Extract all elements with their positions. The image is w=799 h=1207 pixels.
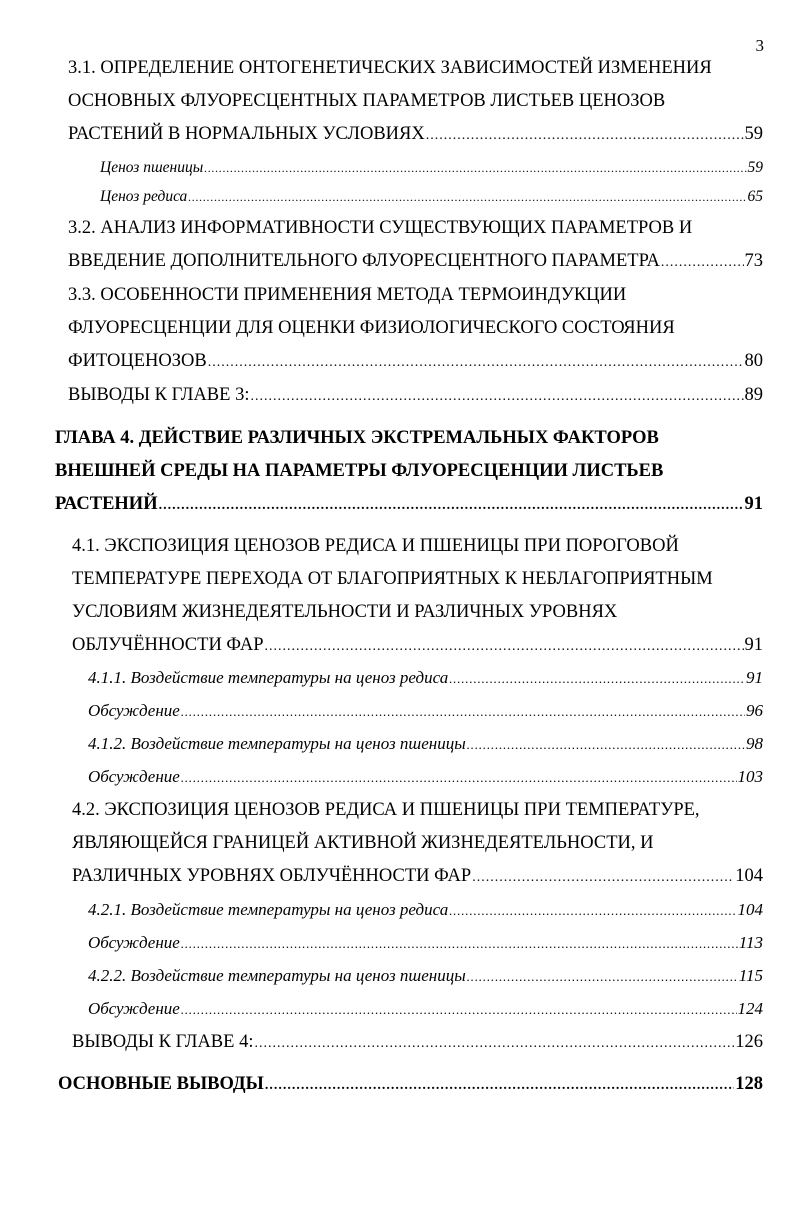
- leader-dots: [449, 669, 745, 689]
- section-3-3-title-line-1: 3.3. ОСОБЕННОСТИ ПРИМЕНЕНИЯ МЕТОДА ТЕРМОИНДУКЦИИ: [68, 285, 627, 305]
- leader-dots: [661, 253, 744, 273]
- section-4-2-title-line-2: ЯВЛЯЮЩЕЙСЯ ГРАНИЦЕЙ АКТИВНОЙ ЖИЗНЕДЕЯТЕЛЬНОСТИ, И: [72, 833, 654, 853]
- chapter-4-title-line-1: ГЛАВА 4. ДЕЙСТВИЕ РАЗЛИЧНЫХ ЭКСТРЕМАЛЬНЫХ ФАКТОРОВ: [55, 428, 659, 448]
- toc-entry-title: 4.2.1. Воздействие температуры на ценоз редиса: [88, 900, 449, 919]
- toc-page-number: 128: [735, 1074, 763, 1094]
- leader-dots: [208, 353, 744, 373]
- toc-entry-title: Обсуждение: [88, 933, 180, 952]
- leader-dots: [254, 1034, 734, 1054]
- toc-entry-4-1-1[interactable]: [88, 668, 763, 689]
- toc-entry-title: РАЗЛИЧНЫХ УРОВНЯХ ОБЛУЧЁННОСТИ ФАР: [72, 866, 472, 886]
- toc-page-number: 98: [746, 734, 763, 753]
- toc-entry-section-4-1[interactable]: [72, 635, 763, 657]
- toc-entry-title: ВЫВОДЫ К ГЛАВЕ 3:: [68, 385, 250, 405]
- leader-dots: [467, 735, 745, 755]
- toc-entry-section-3-3[interactable]: [68, 351, 763, 373]
- page-number: 3: [755, 36, 764, 55]
- toc-entry-4-2-1-discussion[interactable]: [88, 933, 763, 954]
- toc-entry-4-2-2-discussion[interactable]: [88, 999, 763, 1020]
- toc-page-number: 115: [738, 966, 763, 985]
- toc-page-number: 104: [737, 900, 763, 919]
- toc-entry-title: Ценоз редиса: [100, 188, 188, 205]
- section-3-3-title-line-2: ФЛУОРЕСЦЕНЦИИ ДЛЯ ОЦЕНКИ ФИЗИОЛОГИЧЕСКОГО СОСТОЯНИЯ: [68, 318, 675, 338]
- toc-entry-section-4-2[interactable]: [72, 866, 763, 888]
- toc-page-number: 126: [735, 1032, 763, 1052]
- section-4-1-title-line-1: 4.1. ЭКСПОЗИЦИЯ ЦЕНОЗОВ РЕДИСА И ПШЕНИЦЫ ПРИ ПОРОГОВОЙ: [72, 536, 679, 556]
- toc-entry-title: ОБЛУЧЁННОСТИ ФАР: [72, 635, 264, 655]
- toc-entry-title: ВВЕДЕНИЕ ДОПОЛНИТЕЛЬНОГО ФЛУОРЕСЦЕНТНОГО ПАРАМЕТРА: [68, 251, 660, 271]
- toc-entry-title: ФИТОЦЕНОЗОВ: [68, 351, 207, 371]
- leader-dots: [181, 768, 737, 788]
- toc-entry-4-1-2[interactable]: [88, 734, 763, 755]
- toc-entry-title: ОСНОВНЫЕ ВЫВОДЫ: [58, 1074, 264, 1094]
- leader-dots: [472, 868, 734, 888]
- section-4-2-title-line-1: 4.2. ЭКСПОЗИЦИЯ ЦЕНОЗОВ РЕДИСА И ПШЕНИЦЫ ПРИ ТЕМПЕРАТУРЕ,: [72, 800, 700, 820]
- toc-entry-section-3-1[interactable]: [68, 124, 763, 146]
- toc-entry-title: РАСТЕНИЙ В НОРМАЛЬНЫХ УСЛОВИЯХ: [68, 124, 425, 144]
- leader-dots: [250, 387, 743, 407]
- toc-entry-4-1-2-discussion[interactable]: [88, 767, 763, 788]
- toc-page-number: 59: [747, 159, 763, 176]
- toc-entry-radish-cenosis[interactable]: [100, 187, 763, 207]
- toc-page-number: 113: [738, 933, 763, 952]
- toc-page-number: 91: [744, 494, 763, 514]
- toc-entry-title: Обсуждение: [88, 999, 180, 1018]
- toc-page-number: 91: [744, 635, 763, 655]
- toc-page-number: 96: [746, 701, 763, 720]
- toc-page-number: 65: [747, 188, 763, 205]
- toc-entry-title: 4.1.1. Воздействие температуры на ценоз редиса: [88, 668, 449, 687]
- toc-page-number: 73: [744, 251, 763, 271]
- leader-dots: [181, 934, 738, 954]
- toc-entry-title: РАСТЕНИЙ: [55, 494, 158, 514]
- section-4-1-title-line-2: ТЕМПЕРАТУРЕ ПЕРЕХОДА ОТ БЛАГОПРИЯТНЫХ К НЕБЛАГОПРИЯТНЫМ: [72, 569, 713, 589]
- toc-entry-4-1-1-discussion[interactable]: [88, 701, 763, 722]
- section-4-1-title-line-3: УСЛОВИЯМ ЖИЗНЕДЕЯТЕЛЬНОСТИ И РАЗЛИЧНЫХ УРОВНЯХ: [72, 602, 618, 622]
- leader-dots: [265, 1076, 734, 1096]
- toc-entry-title: Обсуждение: [88, 767, 180, 786]
- leader-dots: [467, 967, 738, 987]
- leader-dots: [188, 187, 746, 207]
- toc-page-number: 104: [735, 866, 763, 886]
- toc-entry-chapter-4[interactable]: [55, 494, 763, 516]
- toc-entry-conclusions-chapter-3[interactable]: [68, 385, 763, 407]
- toc-entry-section-3-2[interactable]: [68, 251, 763, 273]
- toc-entry-title: 4.1.2. Воздействие температуры на ценоз пшеницы: [88, 734, 466, 753]
- toc-entry-title: Обсуждение: [88, 701, 180, 720]
- section-3-1-title-line-2: ОСНОВНЫХ ФЛУОРЕСЦЕНТНЫХ ПАРАМЕТРОВ ЛИСТЬЕВ ЦЕНОЗОВ: [68, 91, 666, 111]
- toc-entry-4-2-2[interactable]: [88, 966, 763, 987]
- toc-page-number: 103: [737, 767, 763, 786]
- toc-entry-title: 4.2.2. Воздействие температуры на ценоз пшеницы: [88, 966, 466, 985]
- leader-dots: [449, 901, 736, 921]
- toc-entry-title: ВЫВОДЫ К ГЛАВЕ 4:: [72, 1032, 254, 1052]
- toc-entry-title: Ценоз пшеницы: [100, 159, 204, 176]
- toc-page-number: 80: [744, 351, 763, 371]
- section-3-2-title-line-1: 3.2. АНАЛИЗ ИНФОРМАТИВНОСТИ СУЩЕСТВУЮЩИХ ПАРАМЕТРОВ И: [68, 218, 693, 238]
- section-3-1-title-line-1: 3.1. ОПРЕДЕЛЕНИЕ ОНТОГЕНЕТИЧЕСКИХ ЗАВИСИМОСТЕЙ ИЗМЕНЕНИЯ: [68, 58, 712, 78]
- chapter-4-title-line-2: ВНЕШНЕЙ СРЕДЫ НА ПАРАМЕТРЫ ФЛУОРЕСЦЕНЦИИ ЛИСТЬЕВ: [55, 461, 664, 481]
- toc-page-number: 89: [744, 385, 763, 405]
- toc-page-number: 59: [744, 124, 763, 144]
- toc-entry-conclusions-chapter-4[interactable]: [72, 1032, 763, 1054]
- leader-dots: [159, 496, 744, 516]
- toc-page-number: 91: [746, 668, 763, 687]
- leader-dots: [426, 126, 744, 146]
- leader-dots: [265, 637, 744, 657]
- leader-dots: [181, 1000, 737, 1020]
- toc-entry-wheat-cenosis[interactable]: [100, 158, 763, 178]
- leader-dots: [204, 158, 746, 178]
- toc-page-number: 124: [737, 999, 763, 1018]
- leader-dots: [181, 702, 745, 722]
- toc-entry-main-conclusions[interactable]: [58, 1074, 763, 1096]
- toc-entry-4-2-1[interactable]: [88, 900, 763, 921]
